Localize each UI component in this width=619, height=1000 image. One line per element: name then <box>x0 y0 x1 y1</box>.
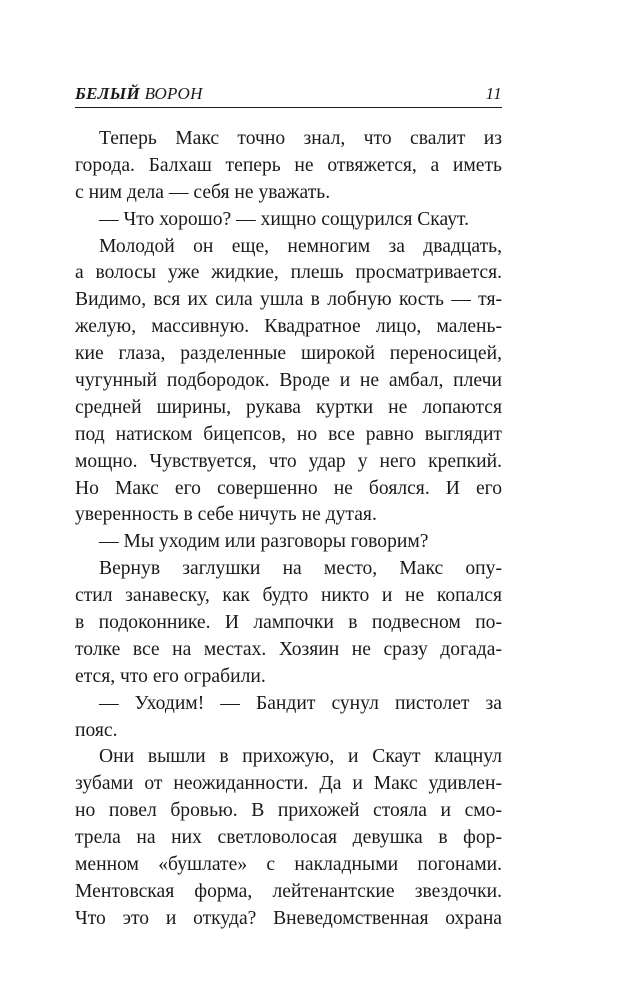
text-line: Они вышли в прихожую, и Скаут клацнул <box>99 746 502 768</box>
text-line: — Что хорошо? — хищно сощурился Скаут. <box>99 208 470 230</box>
text-line: с ним дела — себя не уважать. <box>75 181 331 203</box>
text-line: кие глаза, разделенные широкой переносицей, <box>75 343 502 365</box>
text-line: пояс. <box>75 719 118 741</box>
text-line: Видимо, вся их сила ушла в лобную кость — тя- <box>75 289 502 311</box>
page-number: 11 <box>485 84 502 103</box>
header-rule <box>75 107 502 108</box>
text-line: города. Балхаш теперь не отвяжется, а иметь <box>75 154 502 176</box>
text-line: трела на них светловолосая девушка в фор- <box>75 827 502 849</box>
text-line: под натиском бицепсов, но все равно выглядит <box>75 423 502 445</box>
text-line: в подоконнике. И лампочки в подвесном по- <box>75 612 502 634</box>
text-line: Ментовская форма, лейтенантские звездочки. <box>75 880 502 902</box>
text-line: но повел бровью. В прихожей стояла и смо- <box>75 800 502 822</box>
text-line: стил занавеску, как будто никто и не копался <box>75 585 502 607</box>
text-line: Молодой он еще, немногим за двадцать, <box>99 235 502 257</box>
text-line: — Мы уходим или разговоры говорим? <box>99 531 429 553</box>
text-line: мощно. Чувствуется, что удар у него крепкий. <box>75 450 502 472</box>
text-line: средней ширины, рукава куртки не лопаются <box>75 396 502 418</box>
text-line: Что это и откуда? Вневедомственная охрана <box>75 907 502 929</box>
text-line: желую, массивную. Квадратное лицо, малень- <box>75 316 502 338</box>
text-line: — Уходим! — Бандит сунул пистолет за <box>99 692 502 714</box>
text-line: толке все на местах. Хозяин не сразу догада- <box>75 638 502 660</box>
text-line: Теперь Макс точно знал, что свалит из <box>99 128 502 149</box>
running-head <box>75 78 502 104</box>
body-text <box>75 126 502 933</box>
book-title <box>75 84 203 104</box>
text-line: Вернув заглушки на место, Макс опу- <box>99 558 502 580</box>
text-line: менном «бушлате» с накладными погонами. <box>75 854 502 876</box>
text-line: чугунный подбородок. Вроде и не амбал, плечи <box>75 370 502 392</box>
book-title-rest: ВОРОН <box>140 84 203 103</box>
text-line: уверенность в себе ничуть не дутая. <box>75 504 377 526</box>
text-line: а волосы уже жидкие, плешь просматривается. <box>75 262 502 284</box>
text-line: ется, что его ограбили. <box>75 665 266 687</box>
text-line: зубами от неожиданности. Да и Макс удивлен- <box>75 773 502 795</box>
book-title-bold: БЕЛЫЙ <box>75 84 141 103</box>
text-line: Но Макс его совершенно не боялся. И его <box>75 477 502 499</box>
